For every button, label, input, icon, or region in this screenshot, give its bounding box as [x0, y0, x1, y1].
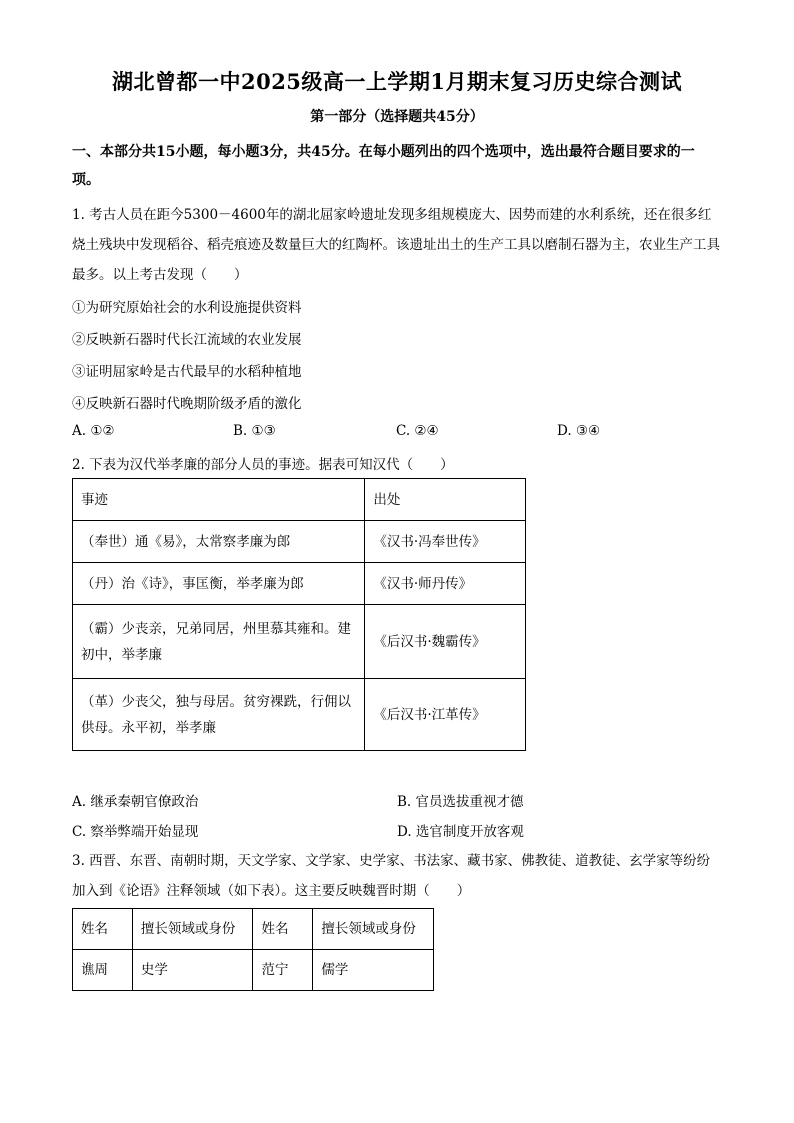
- page-title: 湖北曾都一中2025级高一上学期1月期末复习历史综合测试: [111, 69, 683, 94]
- table-row: [73, 679, 526, 751]
- table-cell: （霸）少丧亲，兄弟同居，州里慕其雍和。建初中，举孝廉: [73, 605, 365, 679]
- table-header-cell: 擅长领域或身份: [132, 909, 253, 950]
- table-cell: 《汉书·师丹传》: [365, 563, 526, 605]
- table-cell: （革）少丧父，独与母居。贫穷裸跣，行佣以供母。永平初，举孝廉: [73, 679, 365, 751]
- table-header-cell: 擅长领域或身份: [313, 909, 434, 950]
- question-2-table: [72, 478, 526, 751]
- table-cell: 《后汉书·江革传》: [365, 679, 526, 751]
- question-1-option-b[interactable]: B. ①③: [233, 423, 276, 439]
- question-1-option-c[interactable]: C. ②④: [396, 423, 439, 439]
- question-3-table: [72, 908, 434, 991]
- question-2-option-b[interactable]: B. 官员选拔重视才德: [397, 794, 524, 810]
- question-1-statement: ②反映新石器时代长江流域的农业发展: [72, 332, 302, 348]
- table-header-cell: 事迹: [73, 479, 365, 521]
- table-header-row: [73, 479, 526, 521]
- table-header-cell: 出处: [365, 479, 526, 521]
- question-2-option-d[interactable]: D. 选官制度开放客观: [397, 824, 524, 840]
- table-header-cell: 姓名: [253, 909, 313, 950]
- table-cell: 《汉书·冯奉世传》: [365, 521, 526, 563]
- table-cell: 范宁: [253, 950, 313, 991]
- table-header-row: [73, 909, 434, 950]
- table-row: [73, 563, 526, 605]
- table-cell: （奉世）通《易》，太常察孝廉为郎: [73, 521, 365, 563]
- question-1-stem: 1. 考古人员在距今5300－4600年的湖北屈家岭遗址发现多组规模庞大、因势而建的水利系统，还在很多红烧土残块中发现稻谷、稻壳痕迹及数量巨大的红陶杯。该遗址出土的生产工具以磨制石器为主，农业生产工具最多。以上考古发现（ ）: [72, 207, 720, 283]
- question-3-stem: 3. 西晋、东晋、南朝时期，天文学家、文学家、史学家、书法家、藏书家、佛教徒、道教徒、玄学家等纷纷加入到《论语》注释领域（如下表）。这主要反映魏晋时期（ ）: [72, 853, 711, 899]
- question-2-option-c[interactable]: C. 察举弊端开始显现: [72, 824, 199, 840]
- table-row: [73, 605, 526, 679]
- question-2-stem: 2. 下表为汉代举孝廉的部分人员的事迹。据表可知汉代（ ）: [72, 457, 454, 473]
- part-subtitle: 第一部分（选择题共45分）: [310, 109, 484, 125]
- table-header-cell: 姓名: [73, 909, 133, 950]
- question-1-statement: ③证明屈家岭是古代最早的水稻种植地: [72, 364, 302, 380]
- table-cell: 史学: [132, 950, 253, 991]
- table-cell: 谯周: [73, 950, 133, 991]
- table-row: [73, 521, 526, 563]
- question-1-statement: ④反映新石器时代晚期阶级矛盾的激化: [72, 396, 302, 412]
- section-instructions: 一、本部分共15小题，每小题3分，共45分。在每小题列出的四个选项中，选出最符合题目要求的一项。: [72, 144, 695, 188]
- question-1-option-a[interactable]: A. ①②: [72, 423, 115, 439]
- table-cell: 儒学: [313, 950, 434, 991]
- question-2-option-a[interactable]: A. 继承秦朝官僚政治: [72, 794, 199, 810]
- question-1-statement: ①为研究原始社会的水利设施提供资料: [72, 300, 302, 316]
- question-1-option-d[interactable]: D. ③④: [557, 423, 601, 439]
- table-cell: （丹）治《诗》，事匡衡，举孝廉为郎: [73, 563, 365, 605]
- table-row: [73, 950, 434, 991]
- table-cell: 《后汉书·魏霸传》: [365, 605, 526, 679]
